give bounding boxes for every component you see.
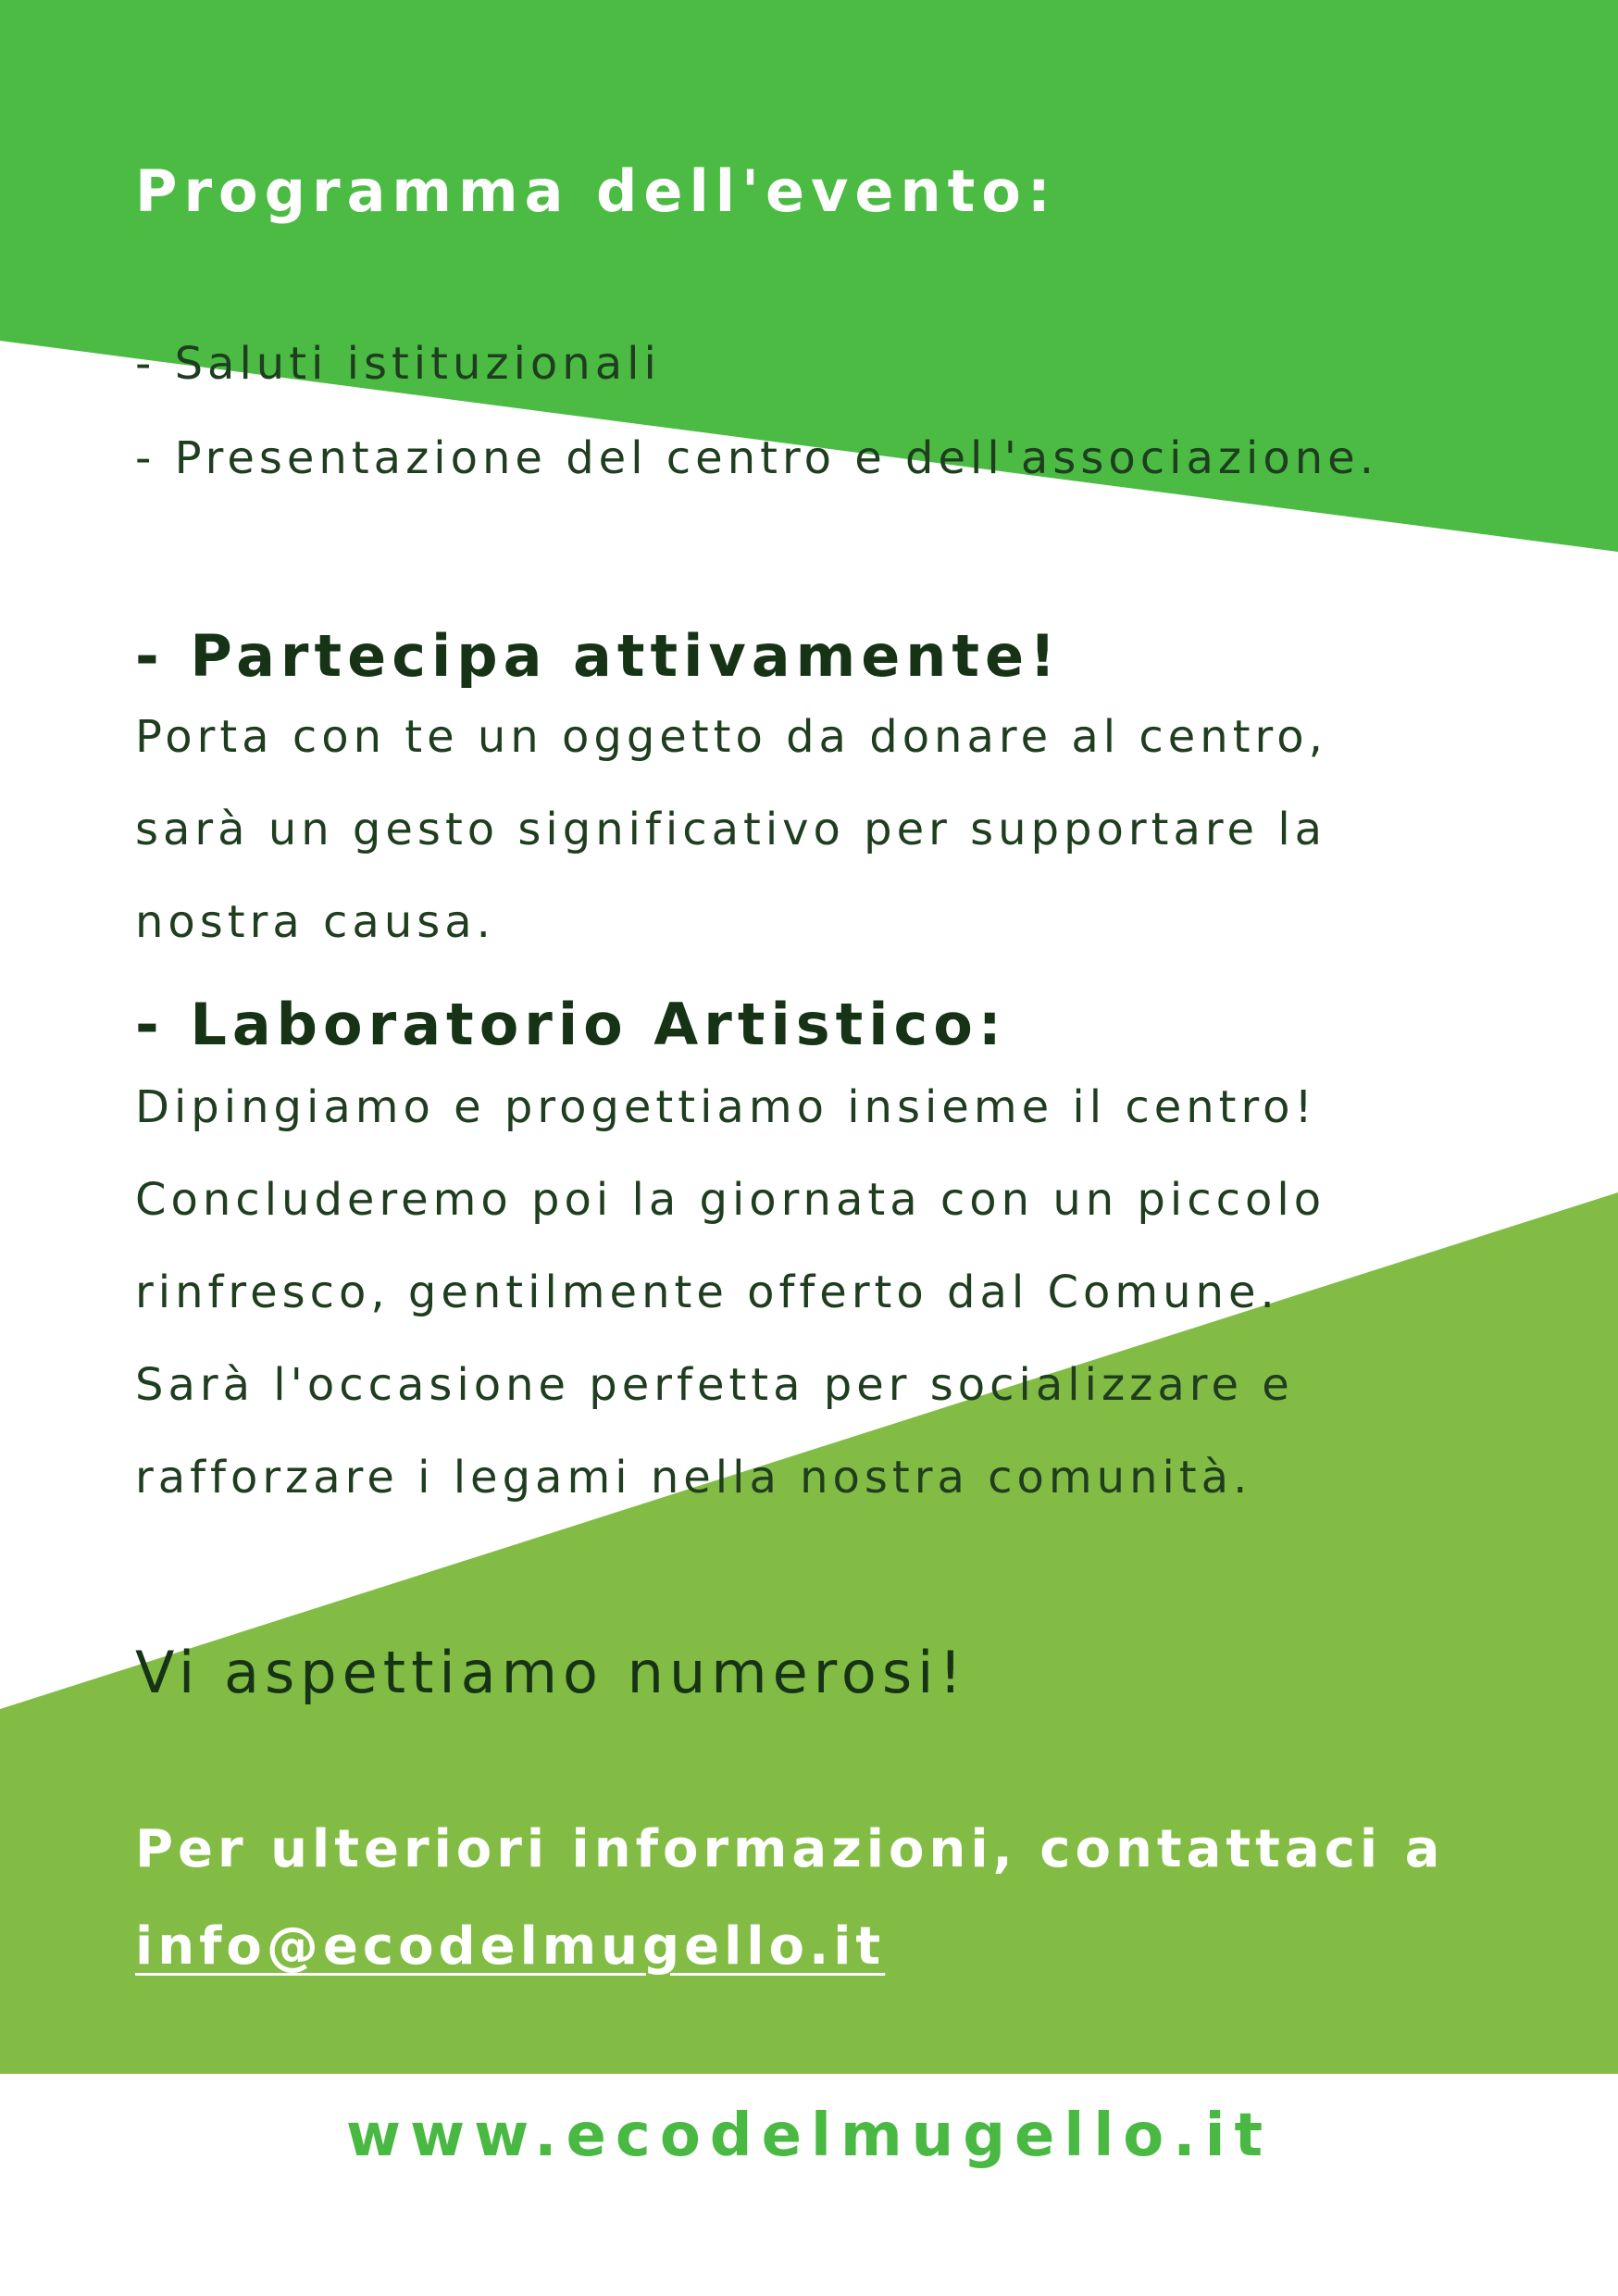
workshop-line: Concluderemo poi la giornata con un piccolo — [135, 1174, 1326, 1226]
participate-line: sarà un gesto significativo per supportare la — [135, 804, 1327, 855]
workshop-line: Sarà l'occasione perfetta per socializzare e — [135, 1359, 1294, 1411]
closing-message: Vi aspettiamo numerosi! — [135, 1639, 968, 1706]
workshop-line: Dipingiamo e progettiamo insieme il centro! — [135, 1081, 1317, 1133]
participate-heading: - Partecipa attivamente! — [135, 622, 1062, 690]
program-item-greetings: - Saluti istituzionali — [135, 338, 661, 390]
workshop-line: rafforzare i legami nella nostra comunità. — [135, 1452, 1252, 1504]
workshop-line: rinfresco, gentilmente offerto dal Comune. — [135, 1267, 1279, 1318]
contact-text: Per ulteriori informazioni, contattaci a — [135, 1819, 1445, 1879]
program-item-presentation: - Presentazione del centro e dell'associazione. — [135, 432, 1378, 484]
participate-line: nostra causa. — [135, 896, 495, 948]
contact-email-link[interactable]: info@ecodelmugello.it — [135, 1916, 886, 1977]
page-title: Programma dell'evento: — [135, 157, 1057, 225]
workshop-heading: - Laboratorio Artistico: — [135, 991, 1007, 1058]
participate-line: Porta con te un oggetto da donare al centro, — [135, 711, 1327, 763]
website-link[interactable]: www.ecodelmugello.it — [345, 2102, 1273, 2170]
